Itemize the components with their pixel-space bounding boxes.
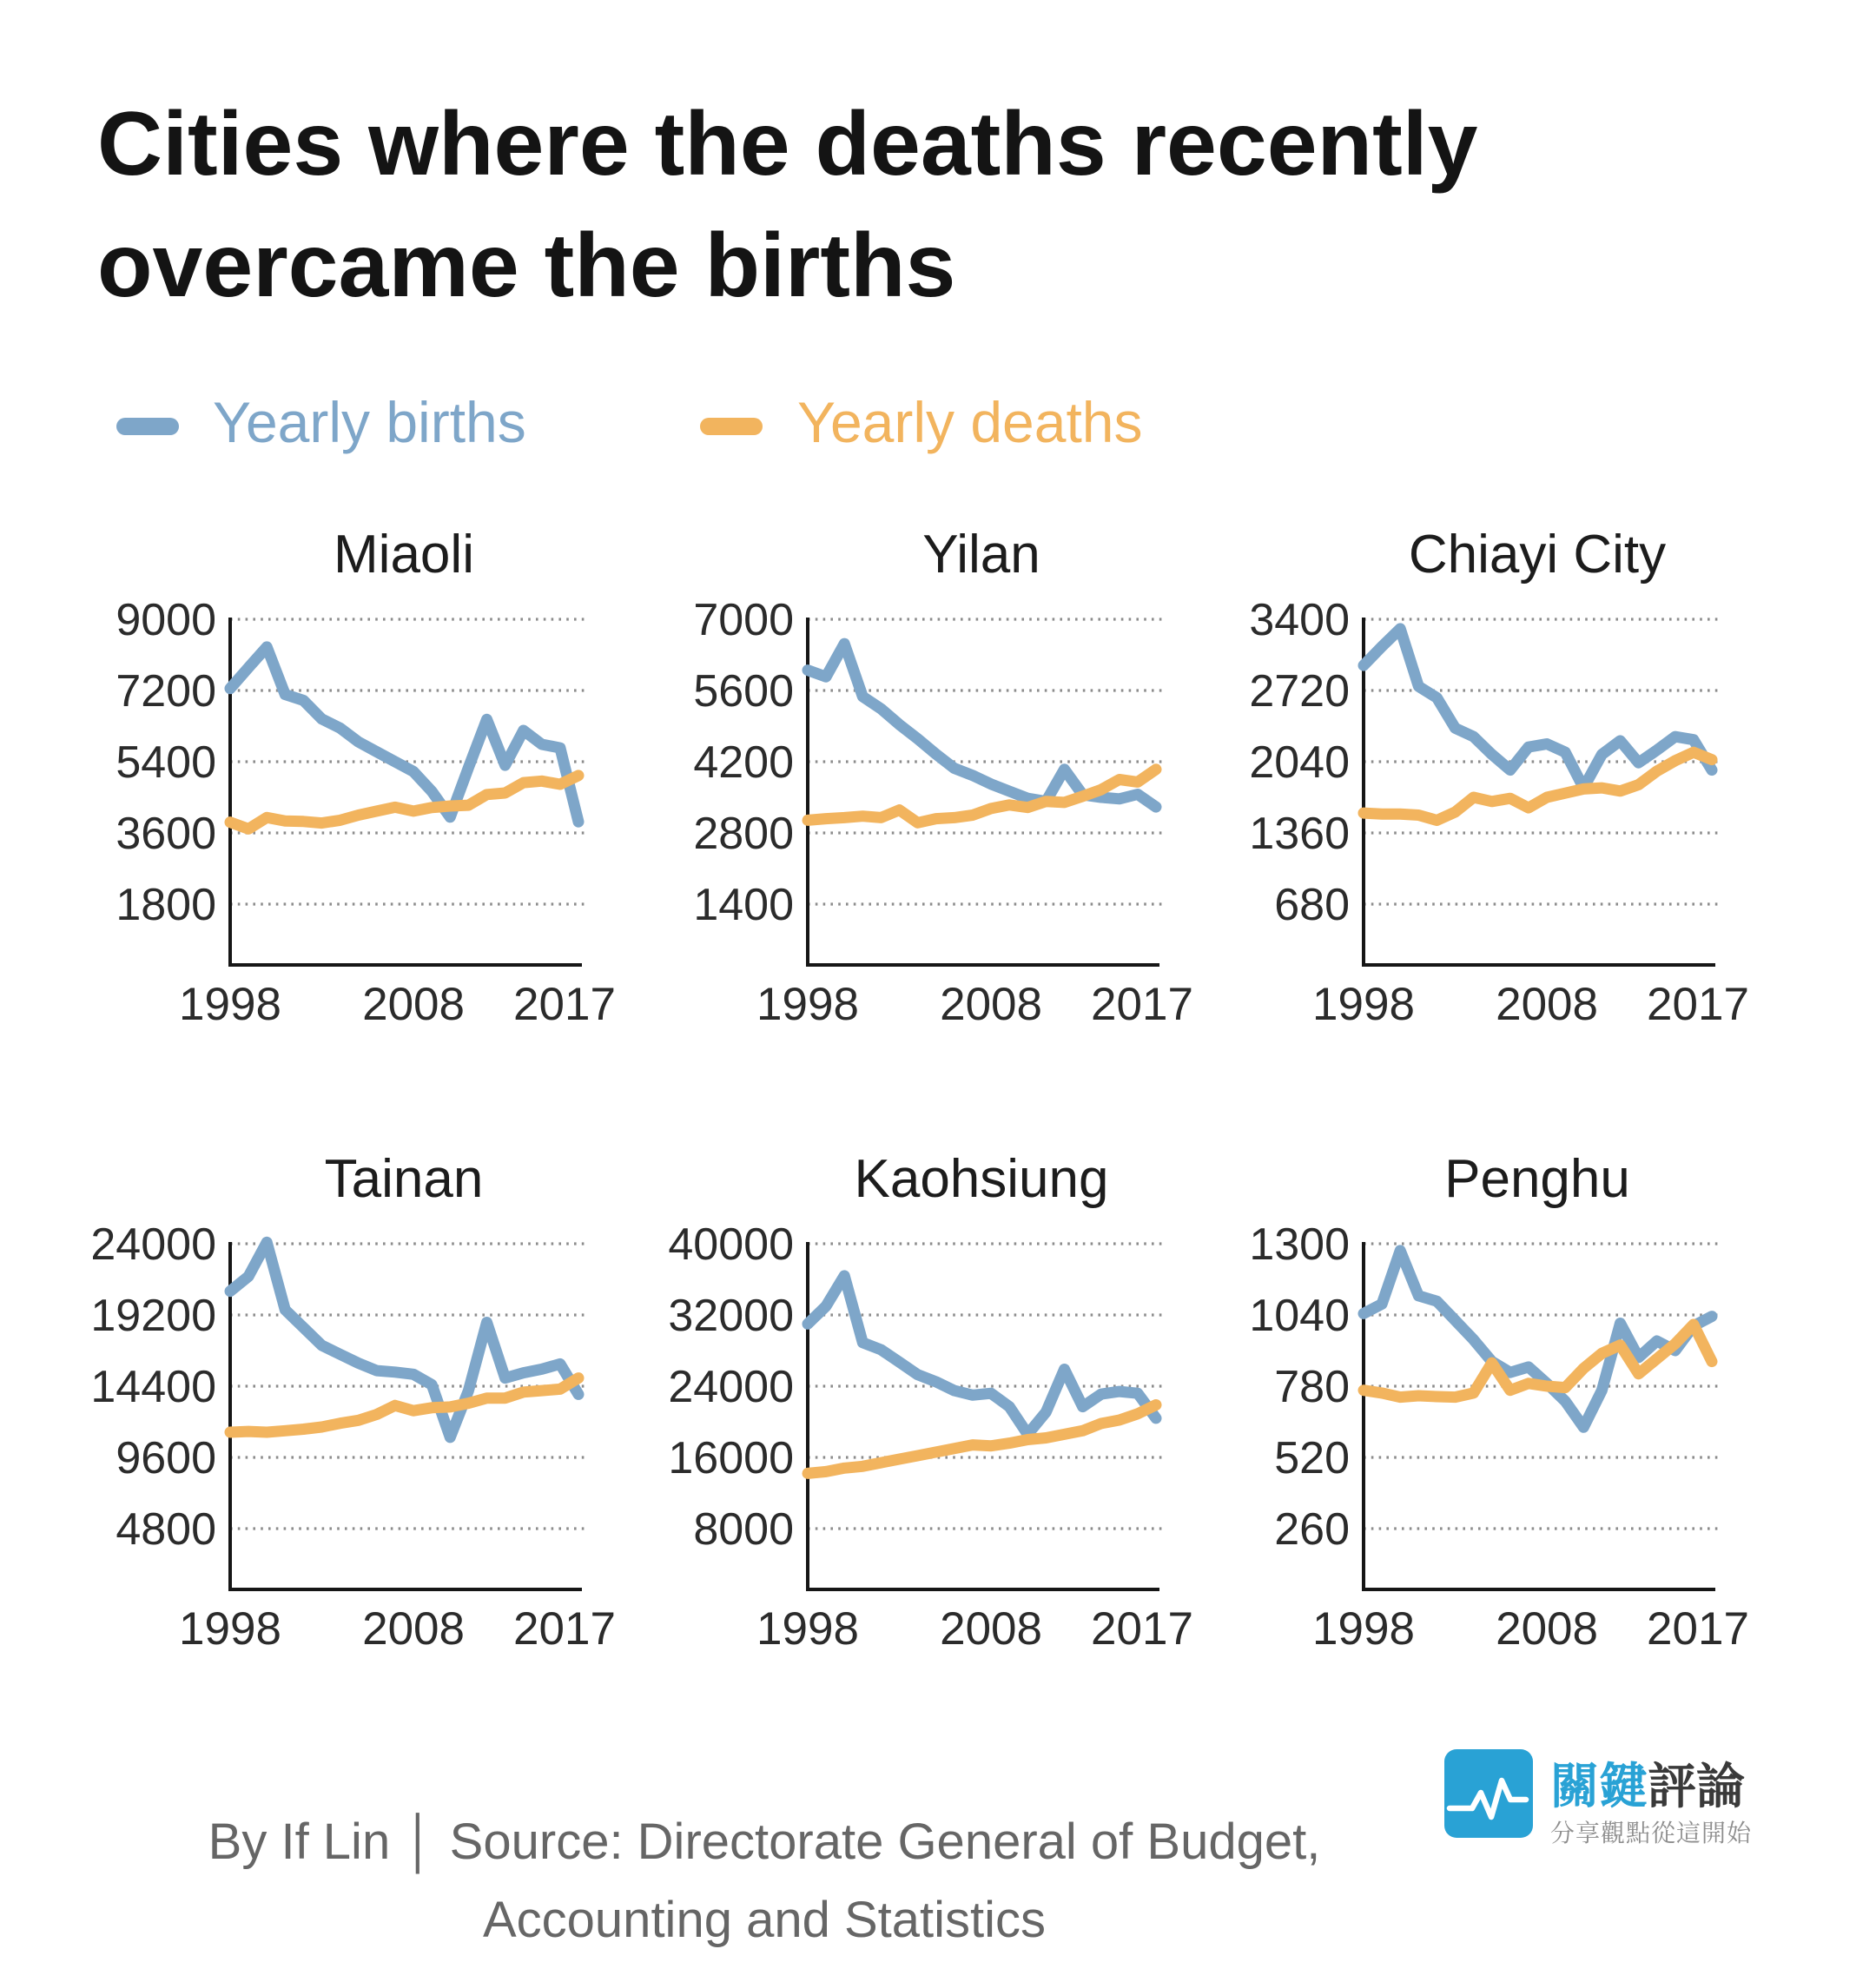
y-tick-label: 24000 [668,1362,794,1412]
y-tick-label: 7200 [116,666,216,717]
y-tick-label: 9000 [116,595,216,645]
y-tick-label: 2040 [1249,737,1350,788]
y-tick-label: 4200 [693,737,794,788]
x-tick-label: 2008 [362,1603,466,1655]
x-tick-label: 2017 [513,979,616,1030]
x-tick-label: 1998 [179,979,281,1030]
y-tick-label: 260 [1274,1504,1350,1555]
x-tick-label: 2017 [1647,1603,1749,1655]
chart-title: Tainan [324,1149,484,1209]
x-tick-label: 1998 [756,1603,859,1655]
births-line [230,647,578,822]
x-tick-label: 2008 [940,979,1043,1030]
y-tick-label: 1300 [1249,1219,1350,1270]
y-tick-label: 520 [1274,1433,1350,1483]
x-tick-label: 1998 [1312,979,1415,1030]
chart-chiayi-city [1190,515,1798,1075]
chart-miaoli [56,515,664,1075]
y-tick-label: 1040 [1249,1291,1350,1341]
births-legend-swatch [116,418,179,435]
chart-kaohsiung [634,1140,1242,1700]
births-line [808,1276,1156,1435]
source-credit-line1: By If Lin │ Source: Directorate General of Budget, [208,1814,1321,1870]
brand-name [1550,1759,1745,1814]
y-tick-label: 16000 [668,1433,794,1483]
source-credit [35,1803,1494,1959]
y-tick-label: 680 [1274,880,1350,930]
deaths-legend-label: Yearly deaths [797,390,1143,454]
y-tick-label: 40000 [668,1219,794,1270]
deaths-legend-swatch [700,418,763,435]
births-legend-label: Yearly births [213,390,526,454]
page-title-line1: Cities where the deaths recently [97,94,1478,195]
x-tick-label: 2008 [1496,1603,1599,1655]
y-tick-label: 5400 [116,737,216,788]
x-tick-label: 2008 [1496,979,1599,1030]
y-tick-label: 32000 [668,1291,794,1341]
chart-title: Chiayi City [1408,525,1667,585]
x-tick-label: 1998 [756,979,859,1030]
y-tick-label: 780 [1274,1362,1350,1412]
x-tick-label: 2008 [940,1603,1043,1655]
chart-title: Penghu [1444,1149,1630,1209]
x-tick-label: 1998 [1312,1603,1415,1655]
deaths-line [230,1378,578,1432]
deaths-line [808,1405,1156,1474]
x-tick-label: 2017 [513,1603,616,1655]
chart-tainan [56,1140,664,1700]
chart-title: Miaoli [334,525,474,585]
y-tick-label: 4800 [116,1504,216,1555]
y-tick-label: 3400 [1249,595,1350,645]
brand-tagline: 分享觀點從這開始 [1550,1820,1753,1847]
y-tick-label: 1400 [693,880,794,930]
publisher-logo [1437,1742,1820,1860]
chart-title: Kaohsiung [854,1149,1109,1209]
deaths-line [1364,752,1712,820]
logo-mark [1444,1749,1533,1838]
chart-penghu [1190,1140,1798,1700]
y-tick-label: 8000 [693,1504,794,1555]
brand-name-blue: 關鍵 [1550,1759,1648,1814]
y-tick-label: 24000 [90,1219,216,1270]
y-tick-label: 1360 [1249,809,1350,859]
x-tick-label: 1998 [179,1603,281,1655]
source-credit-line2: Accounting and Statistics [482,1892,1047,1948]
page-title [97,83,1477,327]
page-title-line2: overcame the births [97,215,956,316]
x-tick-label: 2017 [1091,979,1193,1030]
y-tick-label: 9600 [116,1433,216,1483]
y-tick-label: 14400 [90,1362,216,1412]
y-tick-label: 5600 [693,666,794,717]
chart-yilan [634,515,1242,1075]
y-tick-label: 1800 [116,880,216,930]
chart-title: Yilan [922,525,1040,585]
x-tick-label: 2017 [1091,1603,1193,1655]
y-tick-label: 2720 [1249,666,1350,717]
y-tick-label: 19200 [90,1291,216,1341]
brand-name-dark: 評論 [1648,1759,1745,1814]
y-tick-label: 3600 [116,809,216,859]
x-tick-label: 2008 [362,979,466,1030]
y-tick-label: 2800 [693,809,794,859]
x-tick-label: 2017 [1647,979,1749,1030]
y-tick-label: 7000 [693,595,794,645]
deaths-line [230,776,578,829]
deaths-line [1364,1325,1712,1397]
